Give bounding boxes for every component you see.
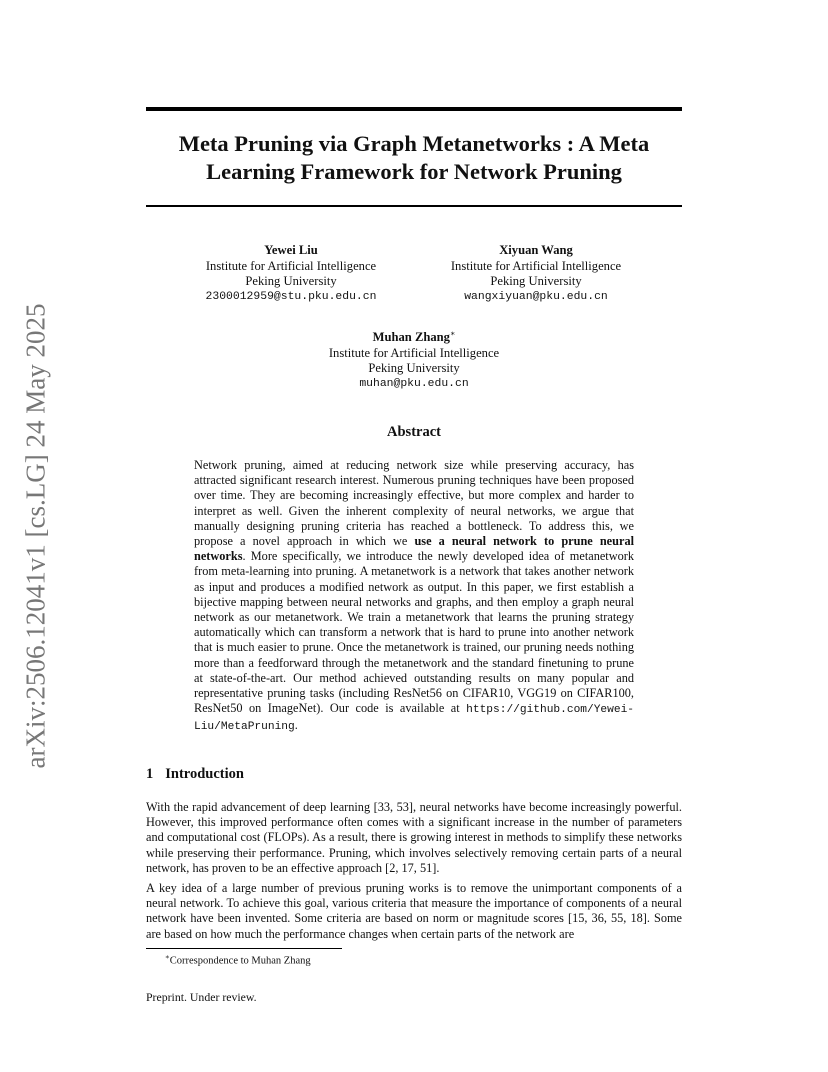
section-heading [146,766,244,783]
abstract-bold: use a neural network to prune neural networks [194,534,635,564]
footnote-marker[interactable]: ∗ [449,329,456,338]
author-university: Peking University [490,274,582,288]
page-footer: Preprint. Under review. [146,990,257,1004]
abstract-end: . [294,718,298,733]
section-title: Introduction [165,766,244,782]
title-line-2: Learning Framework for Network Pruning [206,159,622,184]
title-bottom-rule [146,205,682,207]
intro-paragraph-2: A key idea of a large number of previous pruning works is to remove the unimportant components of a neural network. To achieve this goal, various criteria that measure the importance of components of a neural network have been invented. Some criteria are based on norm or magnitude scores [15, 36, 55, 18]. Some are based on how much the performance changes when certain parts of the network are [146,881,682,941]
author-block-3 [314,326,514,392]
abstract-part-1: Network pruning, aimed at reducing network size while preserving accuracy, has attracted significant research interest. Numerous pruning techniques have been proposed over time. They are becoming increasingly effective, but more complex and harder to interpret as well. Given the inherent complexity of neural networks, we argue that manually designing pruning criteria has reached a bottleneck. To address this, we propose a novel approach in which we [194,458,634,549]
footnote-text: Correspondence to Muhan Zhang [169,955,311,967]
author-name: Muhan Zhang [372,330,450,345]
abstract-part-2: . More specifically, we introduce the newly developed idea of metanetwork from meta-learning into pruning. A metanetwork is a network that takes another network as input and produces a modified network as output. In this paper, we first establish a bijective mapping between neural networks and graphs, and then employ a graph neural network as our metanetwork. We train a metanetwork that learns the pruning strategy automatically which can transform a network that is hard to prune into another network that is much easier to prune. Once the metanetwork is trained, our pruning needs nothing more than a feedforward through the metanetwork and the standard finetuning to prune at state-of-the-art. Our method achieved outstanding results on many popular and representative pruning tasks (including ResNet56 on CIFAR10, VGG19 on CIFAR100, ResNet50 on ImageNet). Our code is available at [194,549,634,716]
footnote-marker: ∗ [165,953,170,961]
author-name-wrap [314,326,514,346]
author-affiliation: Institute for Artificial Intelligence [450,258,622,273]
footnote-rule [146,948,342,949]
author-email[interactable]: muhan@pku.edu.cn [359,377,469,390]
author-affiliation: Institute for Artificial Intelligence [328,345,500,360]
author-affiliation: Institute for Artificial Intelligence [205,258,377,273]
author-block-2 [436,243,636,305]
paper-title [146,130,682,186]
footnote [165,951,311,968]
author-university: Peking University [245,274,337,288]
abstract-text [194,458,634,736]
title-line-1: Meta Pruning via Graph Metanetworks : A Meta [178,131,650,156]
author-email[interactable]: wangxiyuan@pku.edu.cn [464,290,608,303]
code-link[interactable]: https://github.com/Yewei-Liu/MetaPruning [194,704,634,734]
intro-paragraph-1: With the rapid advancement of deep learning [33, 53], neural networks have become increasingly powerful. However, this improved performance often comes with a significant increase in the number of parameters and computational cost (FLOPs). As a result, there is growing interest in methods to simplify these networks while preserving their performance. Pruning, which involves selectively removing certain parts of a neural network, has proven to be an effective approach [2, 17, 51]. [146,800,682,875]
author-block-1 [191,243,391,305]
abstract-heading: Abstract [387,424,441,440]
title-top-rule [146,107,682,111]
author-email[interactable]: 2300012959@stu.pku.edu.cn [205,290,377,303]
author-name: Yewei Liu [264,243,318,257]
section-number: 1 [146,766,154,782]
author-university: Peking University [368,361,460,376]
author-name: Xiyuan Wang [499,243,573,257]
